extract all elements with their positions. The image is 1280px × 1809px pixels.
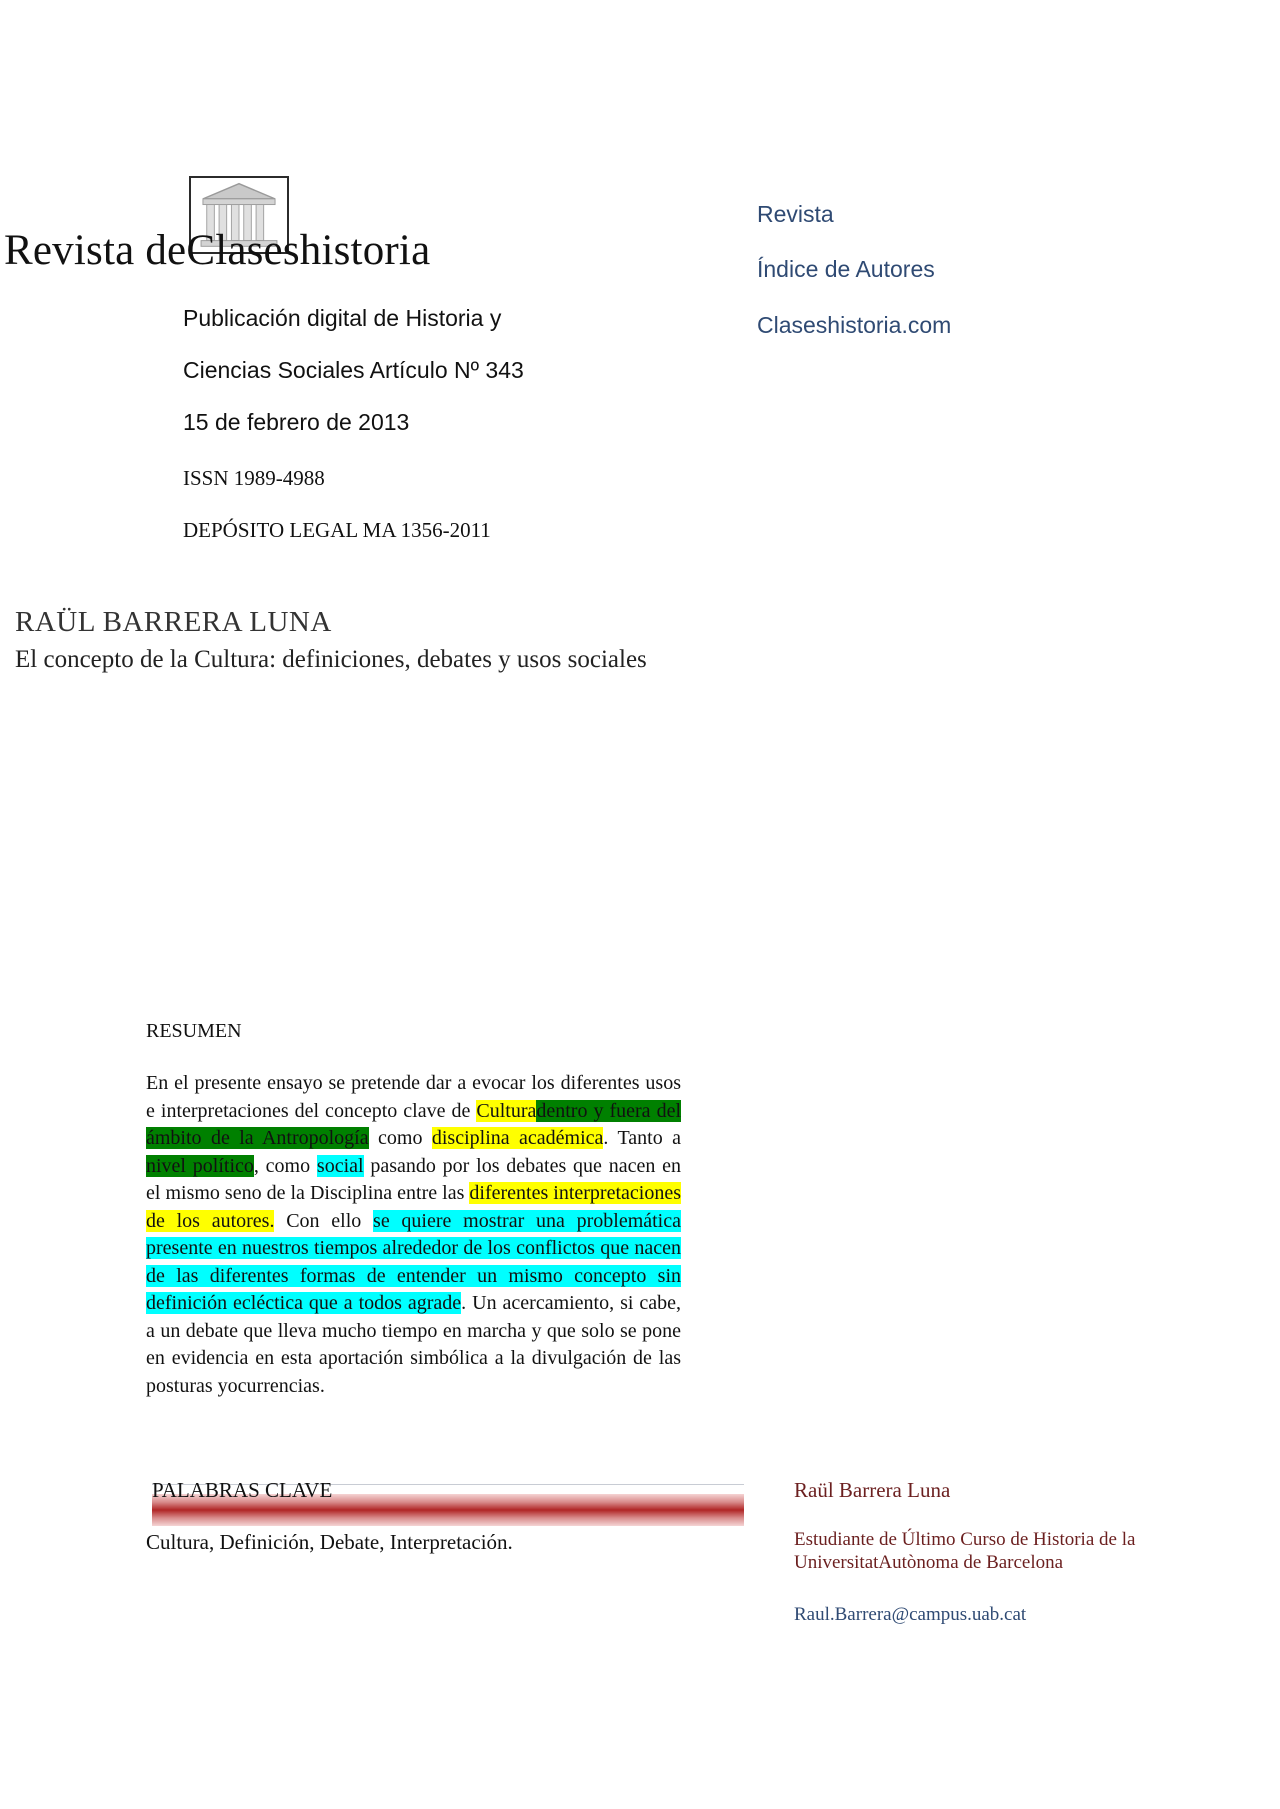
nav-link-revista[interactable]: Revista	[757, 201, 834, 227]
abstract-highlight-yellow: Cultura	[476, 1099, 537, 1122]
abstract-highlight-cyan: social	[316, 1154, 364, 1177]
site-title: Revista deClaseshistoria	[4, 227, 431, 274]
abstract-label: RESUMEN	[146, 1020, 242, 1042]
abstract-segment: En el presente ensayo se pretende dar a evocar los diferentes usos e interpretaciones del concepto clave de	[146, 1072, 681, 1122]
abstract-highlight-yellow: disciplina académica	[431, 1127, 604, 1149]
article-author: RAÜL BARRERA LUNA	[15, 606, 332, 638]
publication-line-2: Ciencias Sociales Artículo Nº 343	[183, 357, 524, 383]
abstract-highlight-cyan: se quiere mostrar una problemática presente en nuestros tiempos alrededor de los conflictos que nacen de las diferentes formas de entender un mismo concepto sin definición ecléctica que a todos agrade	[146, 1209, 681, 1314]
article-title: El concepto de la Cultura: definiciones, debates y usos sociales	[15, 646, 647, 673]
abstract-text	[146, 1070, 681, 1400]
nav-link-indice-autores[interactable]: Índice de Autores	[757, 256, 935, 282]
abstract-segment: pasando por los debates que nacen en el mismo seno de la Disciplina entre las	[146, 1154, 681, 1204]
abstract-highlight-yellow: diferentes interpretaciones de los autores.	[146, 1182, 681, 1232]
author-box-name: Raül Barrera Luna	[794, 1478, 951, 1502]
abstract-segment: Con ello	[274, 1209, 374, 1232]
author-email-link[interactable]: Raul.Barrera@campus.uab.cat	[794, 1604, 1027, 1625]
publication-date: 15 de febrero de 2013	[183, 409, 410, 435]
abstract-segment: como	[368, 1127, 432, 1149]
issn: ISSN 1989-4988	[183, 466, 325, 490]
author-box-role: Estudiante de Último Curso de Historia de la UniversitatAutònoma de Barcelona	[794, 1529, 1136, 1573]
deposito-legal: DEPÓSITO LEGAL MA 1356-2011	[183, 518, 491, 542]
abstract-segment: . Tanto a	[603, 1127, 681, 1149]
abstract-segment: , como	[253, 1154, 317, 1177]
abstract-highlight-green: dentro y fuera del ámbito de la Antropología	[146, 1099, 681, 1149]
keywords-label: PALABRAS CLAVE	[152, 1478, 333, 1502]
keywords-list: Cultura, Definición, Debate, Interpretación.	[146, 1530, 513, 1554]
abstract-segment: . Un acercamiento, si cabe, a un debate que lleva mucho tiempo en marcha y que solo se pone en evidencia en esta aportación simbólica a la divulgación de las posturas yocurrencias.	[146, 1292, 681, 1397]
abstract-highlight-green: nivel político	[146, 1154, 254, 1177]
nav-link-claseshistoria[interactable]: Claseshistoria.com	[757, 312, 952, 338]
publication-line-1: Publicación digital de Historia y	[183, 305, 502, 331]
